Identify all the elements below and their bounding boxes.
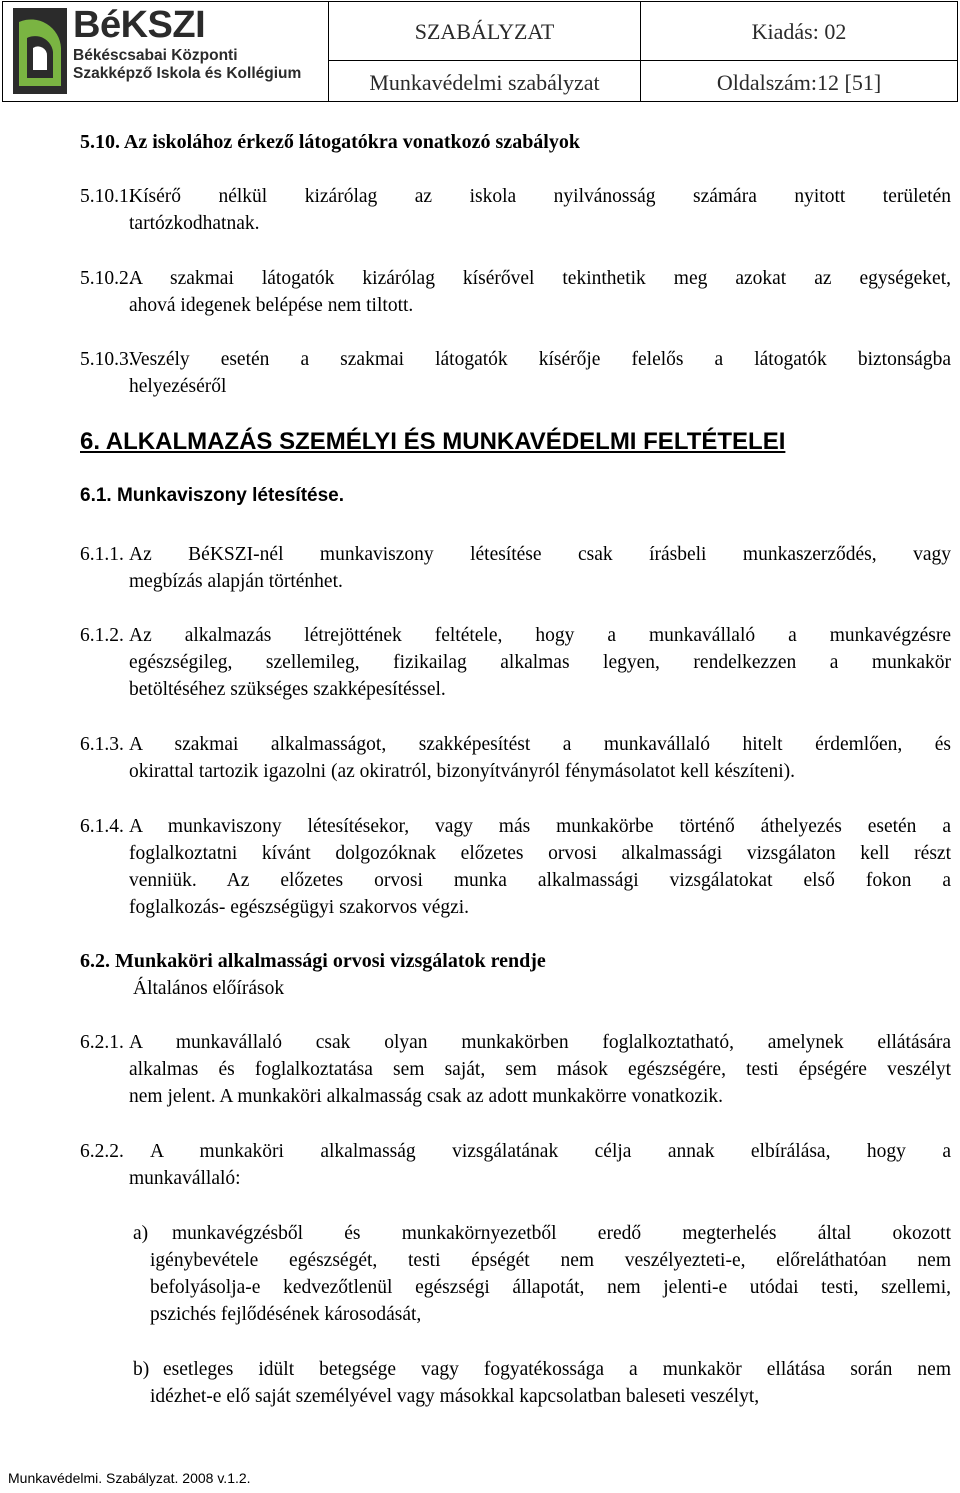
section-6-1-3-line2: okirattal tartozik igazolni (az okiratról, bizonyítványról fénymásolatot kell készíteni). (129, 761, 796, 782)
header-right-cell (641, 2, 957, 101)
doc-type: SZABÁLYZAT (414, 19, 555, 44)
edition: Kiadás: 02 (751, 19, 847, 44)
section-6-2-subheading: Általános előírások (133, 978, 285, 999)
doc-name: Munkavédelmi szabályzat (369, 70, 600, 95)
page-number: Oldalszám:12 [51] (716, 70, 882, 95)
document-header (2, 1, 958, 102)
logo-cell (3, 2, 329, 101)
section-6-1-1-line1: Az BéKSZI-nél munkaviszony létesítése csak írásbeli munkaszerződés, vagy (129, 544, 951, 565)
section-6-2-1-number: 6.2.1. (80, 1032, 124, 1053)
section-6-1-4-line3: venniük. Az előzetes orvosi munka alkalmassági vizsgálatokat első fokon a (129, 870, 951, 891)
section-6-1-1-number: 6.1.1. (80, 544, 124, 565)
section-6-1-2-line1: Az alkalmazás létrejöttének feltétele, hogy a munkavállaló a munkavégzésre (129, 625, 951, 646)
logo-subtitle-line1: Békéscsabai Központi (73, 47, 238, 64)
section-5-10-2-line1: A szakmai látogatók kizárólag kísérővel tekinthetik meg azokat az egységeket, (129, 268, 951, 289)
item-a-line4: pszichés fejlődésének károsodását, (150, 1304, 422, 1325)
logo-subtitle-line2: Szakképző Iskola és Kollégium (73, 65, 302, 82)
item-a-line1: munkavégzésből és munkakörnyezetből eredő megterhelés által okozott (172, 1223, 951, 1244)
logo-title: BéKSZI (73, 4, 206, 46)
section-6-2-heading: 6.2. Munkaköri alkalmassági orvosi vizsgálatok rendje (80, 950, 546, 972)
section-6-heading: 6. ALKALMAZÁS SZEMÉLYI ÉS MUNKAVÉDELMI FELTÉTELEI (80, 428, 786, 455)
section-6-1-3-line1: A szakmai alkalmasságot, szakképesítést a munkavállaló hitelt érdemlően, és (129, 734, 951, 755)
item-a-line2: igénybevétele egészségét, testi épségét nem veszélyezteti-e, előreláthatóan nem (150, 1250, 951, 1271)
section-6-2-1-line1: A munkavállaló csak olyan munkakörben foglalkoztatható, amelynek ellátására (129, 1032, 951, 1053)
item-b-line2: idézhet-e elő saját személyével vagy másokkal kapcsolatban baleseti veszélyt, (150, 1386, 760, 1407)
item-a-mark: a) (133, 1223, 149, 1244)
section-5-10-heading: 5.10. Az iskolához érkező látogatókra vonatkozó szabályok (80, 131, 580, 153)
section-6-2-1-line2: alkalmas és foglalkoztatása sem saját, sem mások egészségére, testi épségére veszélyt (129, 1059, 951, 1080)
section-6-2-2-number: 6.2.2. (80, 1141, 124, 1162)
section-6-1-2-line3: betöltéséhez szükséges szakképesítéssel. (129, 679, 446, 700)
section-6-1-2-number: 6.1.2. (80, 625, 124, 646)
section-6-1-heading: 6.1. Munkaviszony létesítése. (80, 485, 345, 506)
section-6-1-4-line2: foglalkoztatni kívánt dolgozóknak előzetes orvosi alkalmassági vizsgálaton kell részt (129, 843, 951, 864)
section-6-1-4-line1: A munkaviszony létesítésekor, vagy más munkakörbe történő áthelyezés esetén a (129, 816, 951, 837)
section-5-10-2-number: 5.10.2. (80, 268, 134, 289)
section-5-10-3-line2: helyezéséről (129, 376, 227, 397)
section-6-2-2-line2: munkavállaló: (129, 1168, 241, 1189)
section-5-10-3-number: 5.10.3. (80, 349, 134, 370)
section-6-1-4-number: 6.1.4. (80, 816, 124, 837)
bekszi-logo-icon (13, 8, 67, 94)
header-middle-cell (329, 2, 641, 101)
section-6-2-1-line3: nem jelent. A munkaköri alkalmasság csak az adott munkakörre vonatkozik. (129, 1086, 724, 1107)
item-a-line3: befolyásolja-e kedvezőtlenül egészségi állapotát, nem jelenti-e utódai testi, szellemi, (150, 1277, 951, 1298)
section-6-2-2-line1: A munkaköri alkalmasság vizsgálatának célja annak elbírálása, hogy a (150, 1141, 951, 1162)
page-footer: Munkavédelmi. Szabályzat. 2008 v.1.2. (8, 1470, 251, 1486)
section-5-10-1-line1: Kísérő nélkül kizárólag az iskola nyilvánosság számára nyitott területén (129, 186, 951, 207)
header-divider (329, 60, 957, 61)
section-5-10-1-line2: tartózkodhatnak. (129, 213, 260, 234)
section-5-10-2-line2: ahová idegenek belépése nem tiltott. (129, 295, 414, 316)
section-6-1-3-number: 6.1.3. (80, 734, 124, 755)
item-b-mark: b) (133, 1359, 150, 1380)
section-5-10-3-line1: Veszély esetén a szakmai látogatók kísérője felelős a látogatók biztonságba (129, 349, 951, 370)
section-6-1-4-line4: foglalkozás- egészségügyi szakorvos végzi. (129, 897, 470, 918)
item-b-line1: esetleges idült betegsége vagy fogyatékossága a munkakör ellátása során nem (163, 1359, 951, 1380)
section-5-10-1-number: 5.10.1. (80, 186, 134, 207)
section-6-1-1-line2: megbízás alapján történhet. (129, 571, 343, 592)
section-6-1-2-line2: egészségileg, szellemileg, fizikailag alkalmas legyen, rendelkezzen a munkakör (129, 652, 951, 673)
